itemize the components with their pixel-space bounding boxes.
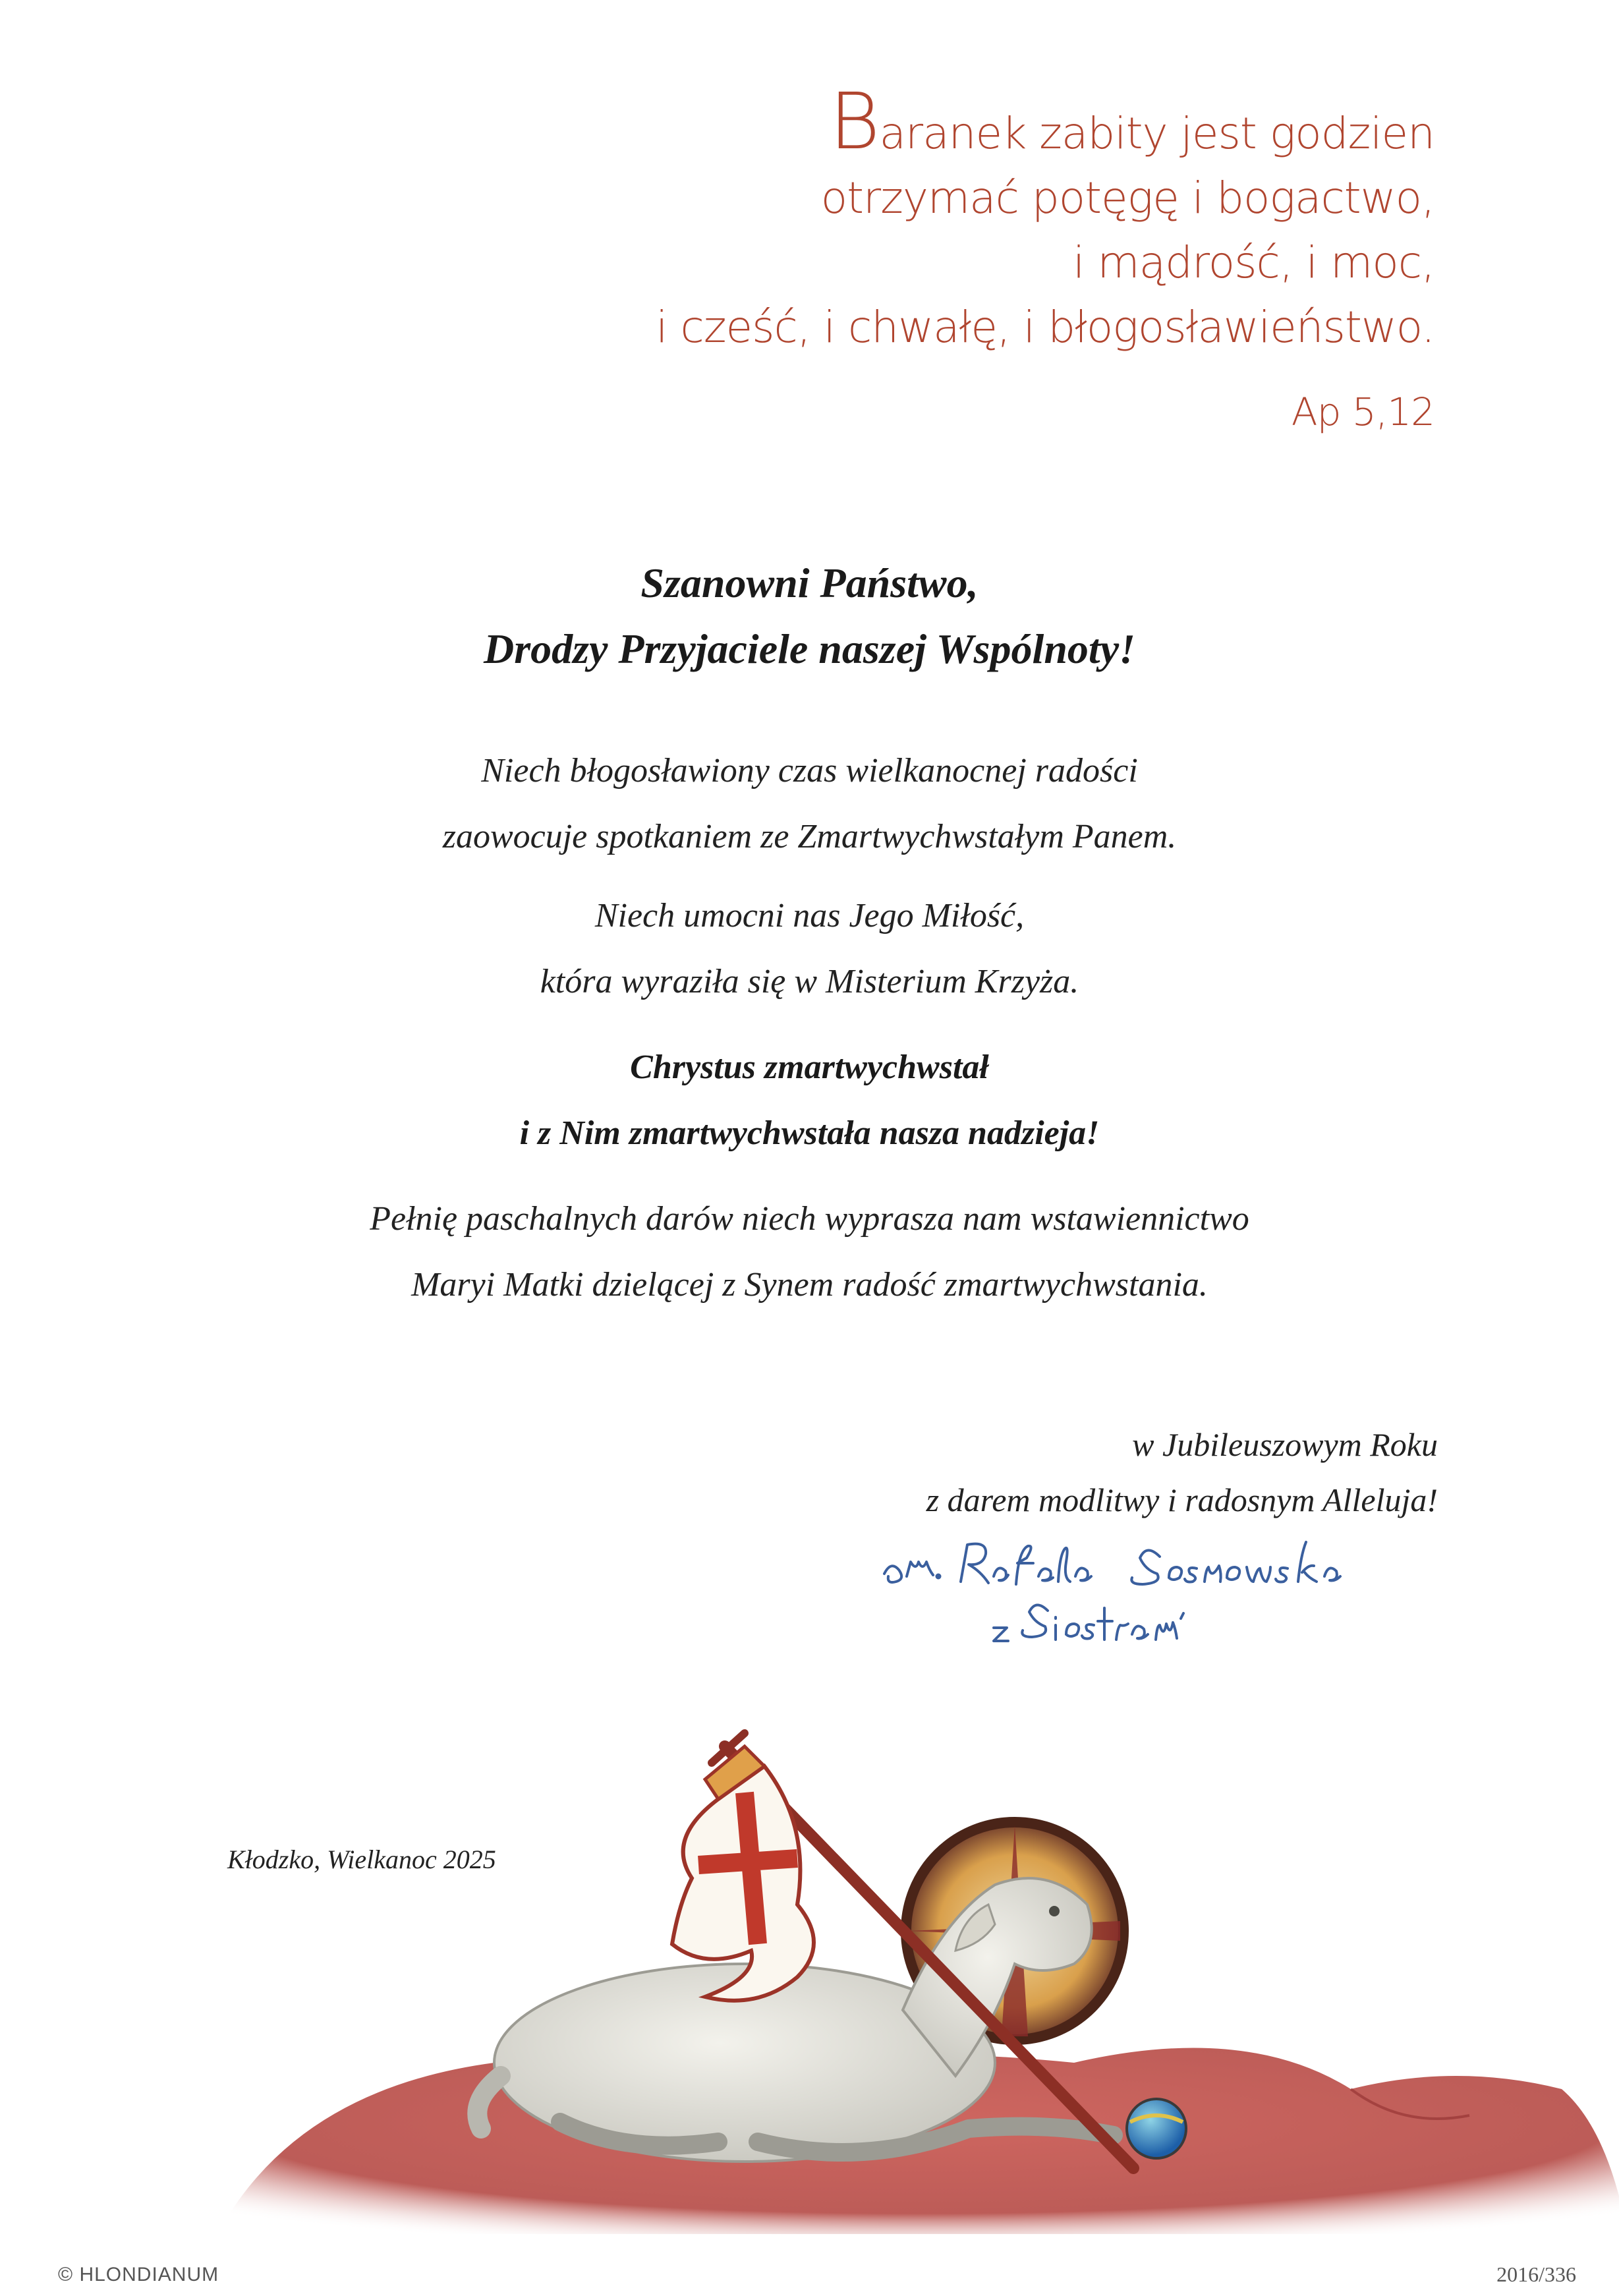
paragraph-risen	[0, 1035, 1619, 1166]
lamb-of-god-illustration	[217, 1667, 1619, 2234]
quote-line-1-rest: aranek zabity jest godzien	[879, 108, 1434, 159]
paragraph-line: Maryi Matki dzielącej z Synem radość zmartwychwstania.	[411, 1266, 1208, 1304]
quote-initial: B	[829, 76, 880, 167]
globe	[1127, 2099, 1186, 2158]
closing-line-1: w Jubileuszowym Roku	[1132, 1426, 1438, 1463]
salutation	[0, 550, 1619, 682]
place-and-date: Kłodzko, Wielkanoc 2025	[227, 1845, 496, 1874]
paragraph-love	[0, 883, 1619, 1015]
quote-reference: Ap 5,12	[1291, 389, 1434, 434]
closing-line-2: z darem modlitwy i radosnym Alleluja!	[926, 1481, 1438, 1518]
quote-line-4: i cześć, i chwałę, i błogosławieństwo.	[656, 302, 1434, 353]
paragraph-line: która wyraziła się w Misterium Krzyża.	[540, 963, 1079, 1000]
paragraph-line: Pełnię paschalnych darów niech wyprasza nam wstawiennictwo	[370, 1200, 1249, 1238]
resurrection-banner	[672, 1746, 814, 2001]
scripture-quote	[446, 76, 1434, 444]
closing	[647, 1417, 1438, 1528]
paragraph-blessing	[0, 738, 1619, 870]
paragraph-line: Chrystus zmartwychwstał	[630, 1048, 989, 1086]
quote-line-3: i mądrość, i moc,	[1073, 237, 1434, 288]
paragraph-line: zaowocuje spotkaniem ze Zmartwychwstałym Panem.	[442, 818, 1177, 855]
quote-line-2: otrzymać potęgę i bogactwo,	[820, 173, 1434, 223]
handwritten-signature	[876, 1529, 1469, 1661]
quote-line-1	[446, 76, 1434, 167]
salutation-line-2: Drodzy Przyjaciele naszej Wspólnoty!	[483, 625, 1136, 672]
paragraph-mary	[0, 1186, 1619, 1318]
paragraph-line: Niech błogosławiony czas wielkanocnej radości	[481, 752, 1138, 789]
salutation-line-1: Szanowni Państwo,	[640, 560, 979, 606]
paragraph-line: Niech umocni nas Jego Miłość,	[594, 897, 1025, 934]
paragraph-line: i z Nim zmartwychwstała nasza nadzieja!	[519, 1114, 1100, 1152]
footer-copyright: © HLONDIANUM	[58, 2264, 219, 2285]
footer-code: 2016/336	[1496, 2262, 1576, 2286]
